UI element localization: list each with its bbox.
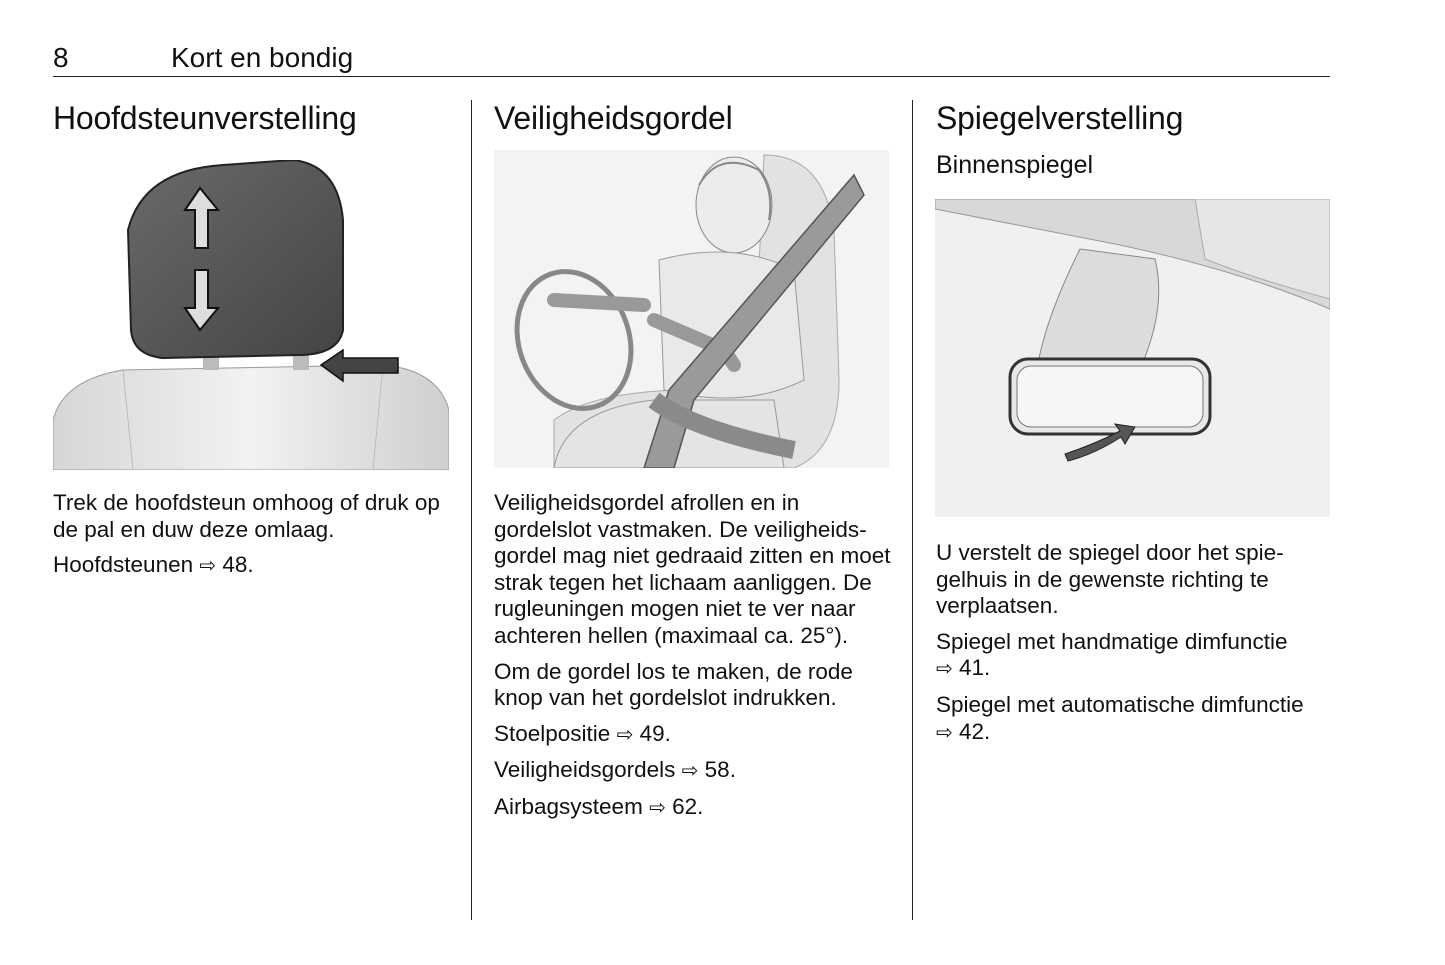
ref-page: 48. — [222, 552, 254, 578]
arrow-right-icon: ⇨ — [936, 721, 953, 744]
ref-page: 41. — [959, 655, 991, 681]
section-title: Veiligheidsgordel — [494, 100, 733, 136]
section-headrest — [53, 96, 448, 140]
section-seatbelt — [494, 96, 889, 140]
cross-reference[interactable] — [936, 629, 1336, 683]
ref-page: 49. — [639, 720, 671, 746]
cross-reference[interactable] — [494, 721, 894, 749]
cross-reference[interactable] — [494, 794, 894, 822]
ref-page: 42. — [959, 718, 991, 744]
chapter-title: Kort en bondig — [171, 42, 354, 73]
page-number: 8 — [53, 42, 69, 73]
cross-reference[interactable] — [936, 692, 1336, 746]
arrow-right-icon: ⇨ — [681, 760, 699, 783]
mirror-illustration — [935, 199, 1330, 517]
ref-label: Hoofdsteunen — [53, 552, 194, 578]
section-title: Spiegelverstelling — [936, 100, 1184, 136]
headrest-instruction: Trek de hoofdsteun omhoog of druk op de pal en duw deze omlaag. — [53, 490, 440, 542]
column-divider — [912, 100, 913, 920]
section-subtitle: Binnenspiegel — [936, 151, 1094, 179]
section-title: Hoofdsteunverstelling — [53, 100, 357, 136]
arrow-right-icon: ⇨ — [199, 555, 217, 578]
column-divider — [471, 100, 472, 920]
ref-label: Spiegel met automatische dimfunctie — [936, 691, 1304, 717]
mirror-instruction: U verstelt de spiegel door het spiegelhuis in de gewenste richting te verplaatsen. — [936, 540, 1284, 619]
seatbelt-illustration — [494, 150, 889, 468]
section-mirror — [936, 96, 1331, 180]
cross-reference[interactable] — [494, 757, 894, 785]
headrest-illustration — [53, 160, 449, 470]
seatbelt-instruction: Veiligheidsgordel afrollen en in gordelslot vastmaken. De veiligheidsgordel mag niet gedraaid zitten en moet strak tegen het lichaam aanliggen. De rugleuningen mogen niet te ver naar achteren hellen (maximaal ca. 25°). — [494, 490, 891, 648]
arrow-right-icon: ⇨ — [936, 658, 953, 681]
mirror-text — [936, 540, 1336, 755]
ref-label: Airbagsysteem — [494, 793, 643, 819]
ref-label: Stoelpositie — [494, 720, 611, 746]
ref-page: 58. — [704, 757, 736, 783]
headrest-text — [53, 490, 448, 589]
arrow-right-icon: ⇨ — [649, 796, 666, 819]
cross-reference[interactable] — [53, 552, 448, 580]
ref-label: Veiligheidsgordels — [494, 757, 676, 783]
seatbelt-release: Om de gordel los te maken, de rode knop van het gordelslot indrukken. — [494, 658, 853, 711]
arrow-right-icon: ⇨ — [616, 723, 634, 746]
page-header — [53, 40, 1330, 77]
ref-page: 62. — [672, 793, 704, 819]
seatbelt-text — [494, 490, 894, 831]
ref-label: Spiegel met handmatige dimfunctie — [936, 628, 1288, 654]
